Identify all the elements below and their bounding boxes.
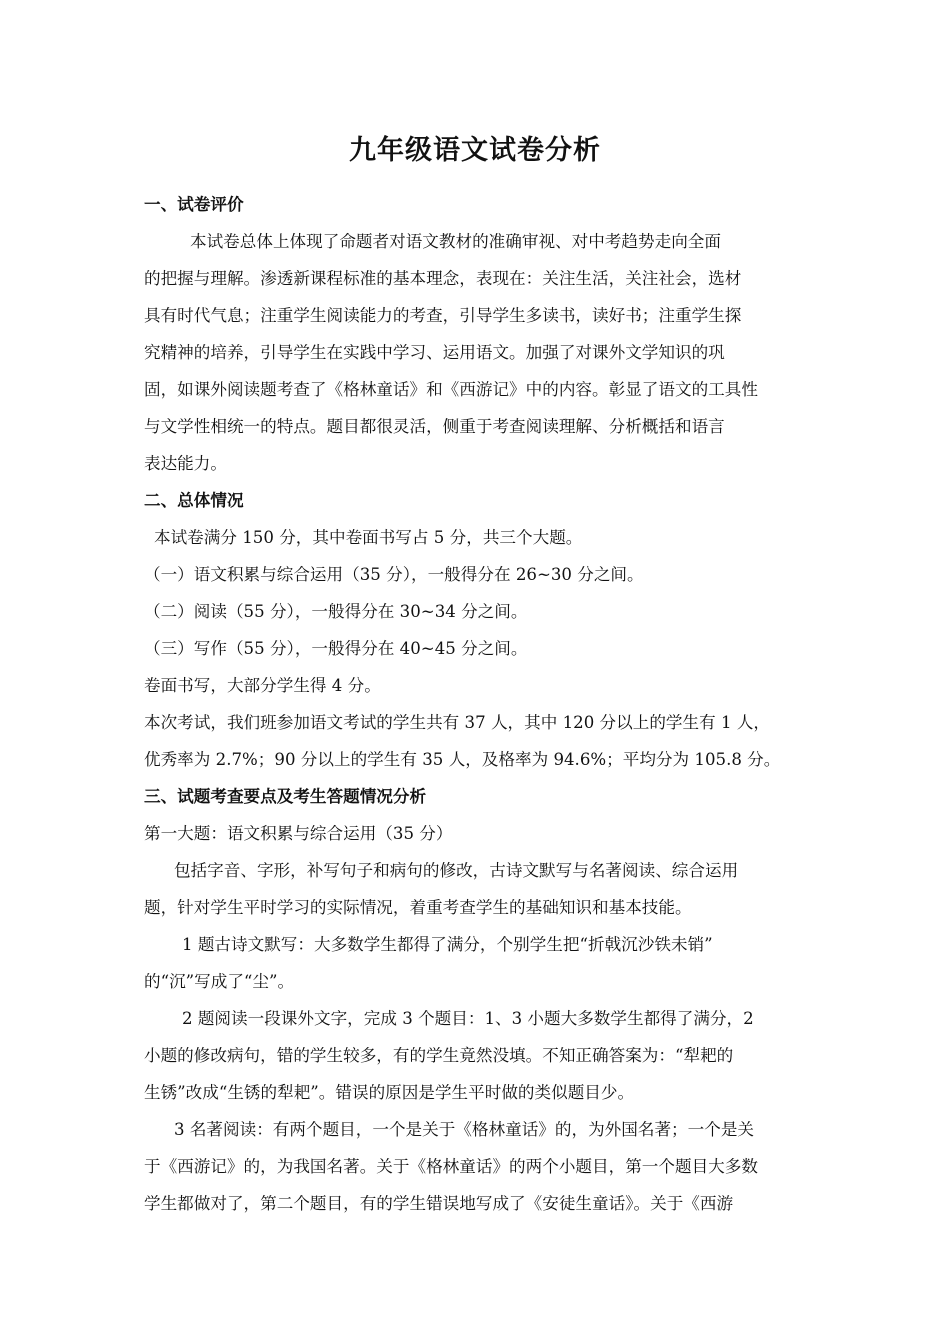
paragraph-line: 3 名著阅读：有两个题目，一个是关于《格林童话》的，为外国名著；一个是关 bbox=[174, 1120, 755, 1139]
paragraph-line: 题，针对学生平时学习的实际情况，着重考查学生的基础知识和基本技能。 bbox=[144, 898, 692, 917]
paragraph-line: 的把握与理解。渗透新课程标准的基本理念，表现在：关注生活，关注社会，选材 bbox=[144, 269, 742, 288]
paragraph-line: 2 题阅读一段课外文字，完成 3 个题目：1、3 小题大多数学生都得了满分，2 bbox=[182, 1009, 754, 1028]
paragraph-line: 1 题古诗文默写：大多数学生都得了满分，个别学生把“折戟沉沙铁未销” bbox=[182, 935, 713, 954]
paragraph-line: 本次考试，我们班参加语文考试的学生共有 37 人，其中 120 分以上的学生有 1 人， bbox=[144, 713, 770, 732]
list-item: （三）写作（55 分），一般得分在 40~45 分之间。 bbox=[144, 639, 528, 658]
paragraph-line: 的“沉”写成了“尘”。 bbox=[144, 972, 295, 991]
document-title: 九年级语文试卷分析 bbox=[349, 135, 601, 166]
paragraph-line: 卷面书写，大部分学生得 4 分。 bbox=[144, 676, 381, 695]
document-body bbox=[144, 186, 810, 1222]
paragraph-line: 表达能力。 bbox=[144, 454, 227, 473]
section-heading-evaluation: 一、试卷评价 bbox=[144, 195, 244, 214]
paragraph-line: 小题的修改病句，错的学生较多，有的学生竟然没填。不知正确答案为：“犁耙的 bbox=[144, 1046, 734, 1065]
section-heading-analysis: 三、试题考查要点及考生答题情况分析 bbox=[144, 787, 427, 806]
subsection-heading: 第一大题：语文积累与综合运用（35 分） bbox=[144, 824, 453, 843]
paragraph-line: 与文学性相统一的特点。题目都很灵活，侧重于考查阅读理解、分析概括和语言 bbox=[144, 417, 725, 436]
section-heading-overview: 二、总体情况 bbox=[144, 491, 244, 510]
paragraph-line: 学生都做对了，第二个题目，有的学生错误地写成了《安徒生童话》。关于《西游 bbox=[144, 1194, 734, 1213]
paragraph-line: 于《西游记》的，为我国名著。关于《格林童话》的两个小题目，第一个题目大多数 bbox=[144, 1157, 758, 1176]
paragraph-line: 本试卷满分 150 分，其中卷面书写占 5 分，共三个大题。 bbox=[154, 528, 583, 547]
list-item: （一）语文积累与综合运用（35 分），一般得分在 26~30 分之间。 bbox=[144, 565, 644, 584]
paragraph-line: 本试卷总体上体现了命题者对语文教材的准确审视、对中考趋势走向全面 bbox=[190, 232, 721, 251]
paragraph-line: 固，如课外阅读题考查了《格林童话》和《西游记》中的内容。彰显了语文的工具性 bbox=[144, 380, 758, 399]
list-item: （二）阅读（55 分），一般得分在 30~34 分之间。 bbox=[144, 602, 528, 621]
paragraph-line: 优秀率为 2.7%；90 分以上的学生有 35 人，及格率为 94.6%；平均分为 105.8 分。 bbox=[144, 750, 781, 769]
paragraph-line: 具有时代气息；注重学生阅读能力的考查，引导学生多读书，读好书；注重学生探 bbox=[144, 306, 742, 325]
paragraph-line: 包括字音、字形，补写句子和病句的修改，古诗文默写与名著阅读、综合运用 bbox=[174, 861, 739, 880]
paragraph-line: 生锈”改成“生锈的犁耙”。错误的原因是学生平时做的类似题目少。 bbox=[144, 1083, 635, 1102]
paragraph-line: 究精神的培养，引导学生在实践中学习、运用语文。加强了对课外文学知识的巩 bbox=[144, 343, 725, 362]
